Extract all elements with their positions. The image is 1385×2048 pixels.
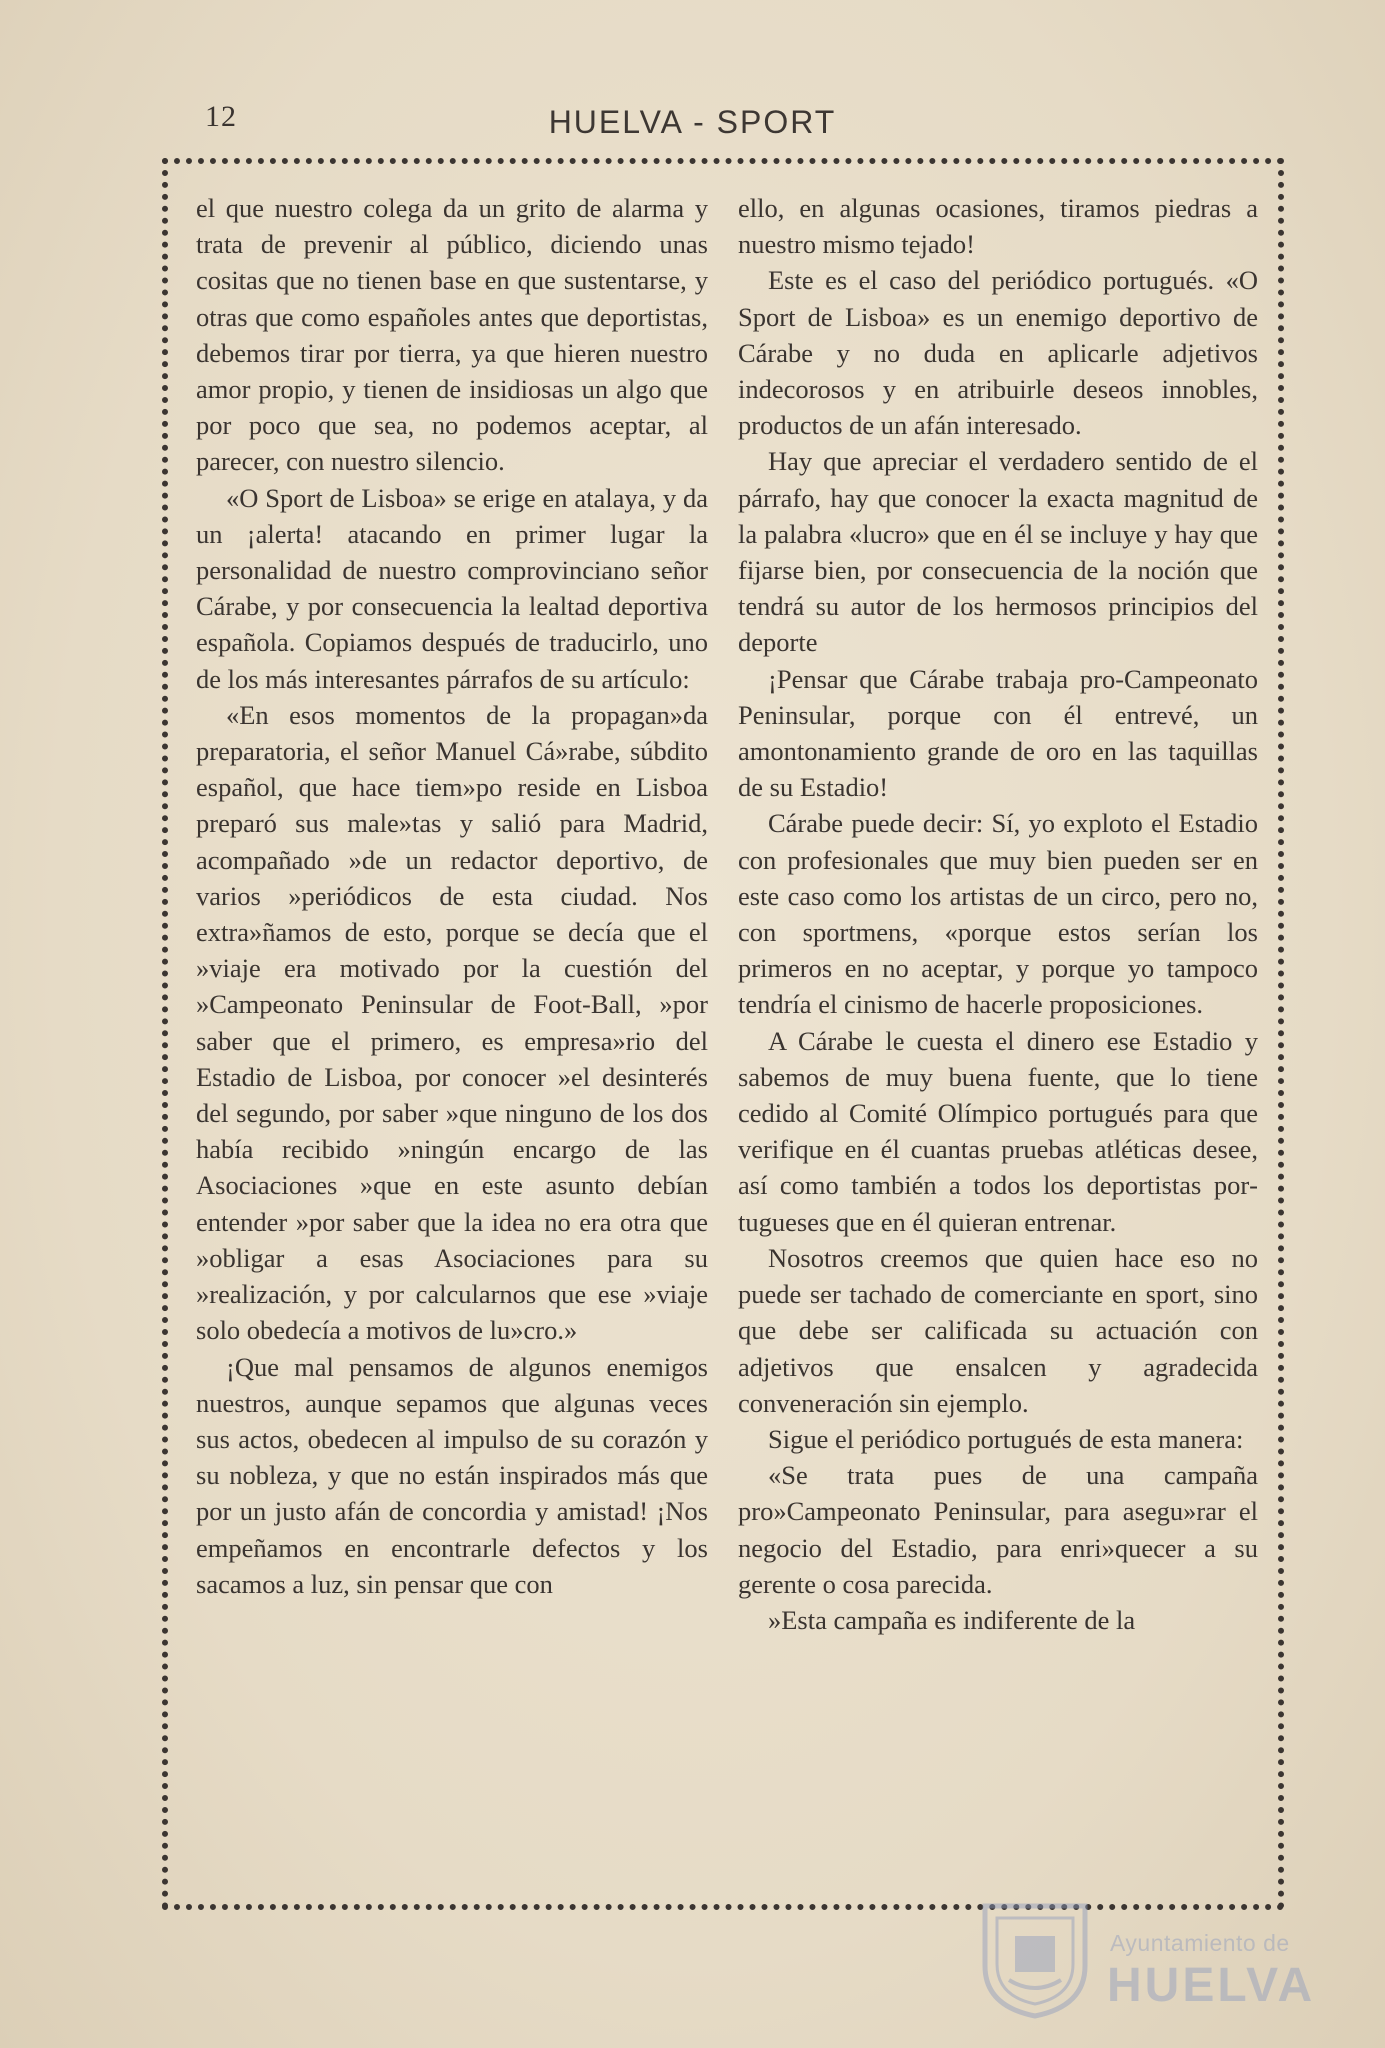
right-text-column <box>738 190 1258 1638</box>
paragraph: ¡Pensar que Cárabe trabaja pro-Campeonato Peninsular, porque con él entrevé, un amontonamiento grande de oro en las taquillas de su Estadio! <box>738 663 1258 803</box>
paragraph: Nosotros creemos que quien hace eso no puede ser tachado de comerciante en sport, sino que debe ser calificada su actuación con adjetivos que ensalcen y agradecida conveneración sin ejemplo. <box>738 1242 1258 1418</box>
quoted-paragraph: «Se trata pues de una campaña pro»Campeonato Peninsular, para asegu»rar el negocio del Estadio, para enri»quecer a su gerente o cosa parecida. <box>738 1460 1258 1599</box>
paragraph: A Cárabe le cuesta el dinero ese Estadio y sabemos de muy buena fuente, que lo tiene cedido al Comité Olímpico portugués para que verifique en él cuantas pruebas atléticas desee, así como también a todos los deportistas portugueses que en él quieran entrenar. <box>738 1025 1258 1237</box>
paragraph: Hay que apreciar el verdadero sentido de el párrafo, hay que conocer la exacta magnitud de la palabra «lucro» que en él se incluye y hay que fijarse bien, por consecuencia de la noción que tendrá su autor de los hermosos principios del deporte <box>738 446 1258 658</box>
paragraph: el que nuestro colega da un grito de alarma y trata de prevenir al público, diciendo unas cositas que no tienen base en que sustentarse, y otras que como españoles antes que deportistas, debemos tirar por tierra, ya que hieren nuestro amor propio, y tienen de insidiosas un algo que por poco que sea, no podemos aceptar, al parecer, con nuestro silencio. <box>196 193 708 477</box>
watermark-line-2: HUELVA <box>1107 1959 1316 2012</box>
page-number: 12 <box>205 100 237 133</box>
page-title: HUELVA - SPORT <box>548 104 837 140</box>
paragraph: Cárabe puede decir: Sí, yo exploto el Estadio con profesionales que muy bien pueden ser en este caso como los artistas de un circo, pero no, con sportmens, «porque estos serían los primeros en no aceptar, y porque yo tampoco tendría el cinismo de hacerle proposiciones. <box>738 808 1258 1020</box>
watermark-line-1: Ayuntamiento de <box>1110 1930 1290 1956</box>
left-text-column <box>196 190 708 1602</box>
quoted-paragraph: «En esos momentos de la propagan»da preparatoria, el señor Manuel Cá»rabe, súbdito español, que hace tiem»po reside en Lisboa preparó sus male»tas y salió para Madrid, acompañado »de un redactor deportivo, de varios »periódicos de esta ciudad. Nos extra»ñamos de esto, porque se decía que el »viaje era motivado por la cuestión del »Campeonato Peninsular de Foot-Ball, »por saber que el primero, es empresa»rio del Estadio de Lisboa, por conocer »el desinterés del segundo, por saber »que ninguno de los dos había recibido »ningún encargo de las Asociaciones »que en este asunto debían entender »por saber que la idea no era otra que »obligar a esas Asociaciones para su »realización, y por calcularnos que ese »viaje solo obedecía a motivos de lu»cro.» <box>196 699 708 1346</box>
watermark <box>975 1888 1315 2028</box>
coat-of-arms-icon <box>975 1896 1095 2020</box>
quoted-paragraph: »Esta campaña es indiferente de la <box>768 1604 1136 1635</box>
paragraph: ello, en algunas ocasiones, tiramos piedras a nuestro mismo tejado! <box>738 193 1258 260</box>
paragraph: Sigue el periódico portugués de esta manera: <box>768 1423 1244 1454</box>
paragraph: ¡Que mal pensamos de algunos enemigos nuestros, aunque sepamos que algunas veces sus actos, obedecen al impulso de su corazón y su nobleza, y que no están inspirados más que por un justo afán de concordia y amistad! ¡Nos empeñamos en encontrarle defectos y los sacamos a luz, sin pensar que con <box>196 1351 708 1599</box>
paragraph: «O Sport de Lisboa» se erige en atalaya, y da un ¡alerta! atacando en primer lugar la personalidad de nuestro comprovinciano señor Cárabe, y por consecuencia la lealtad deportiva española. Copiamos después de traducirlo, uno de los más interesantes párrafos de su artículo: <box>196 482 708 694</box>
paragraph: Este es el caso del periódico portugués. «O Sport de Lisboa» es un enemigo deportivo de Cárabe y no duda en aplicarle adjetivos indecorosos y en atribuirle deseos innobles, productos de un afán interesado. <box>738 265 1258 441</box>
